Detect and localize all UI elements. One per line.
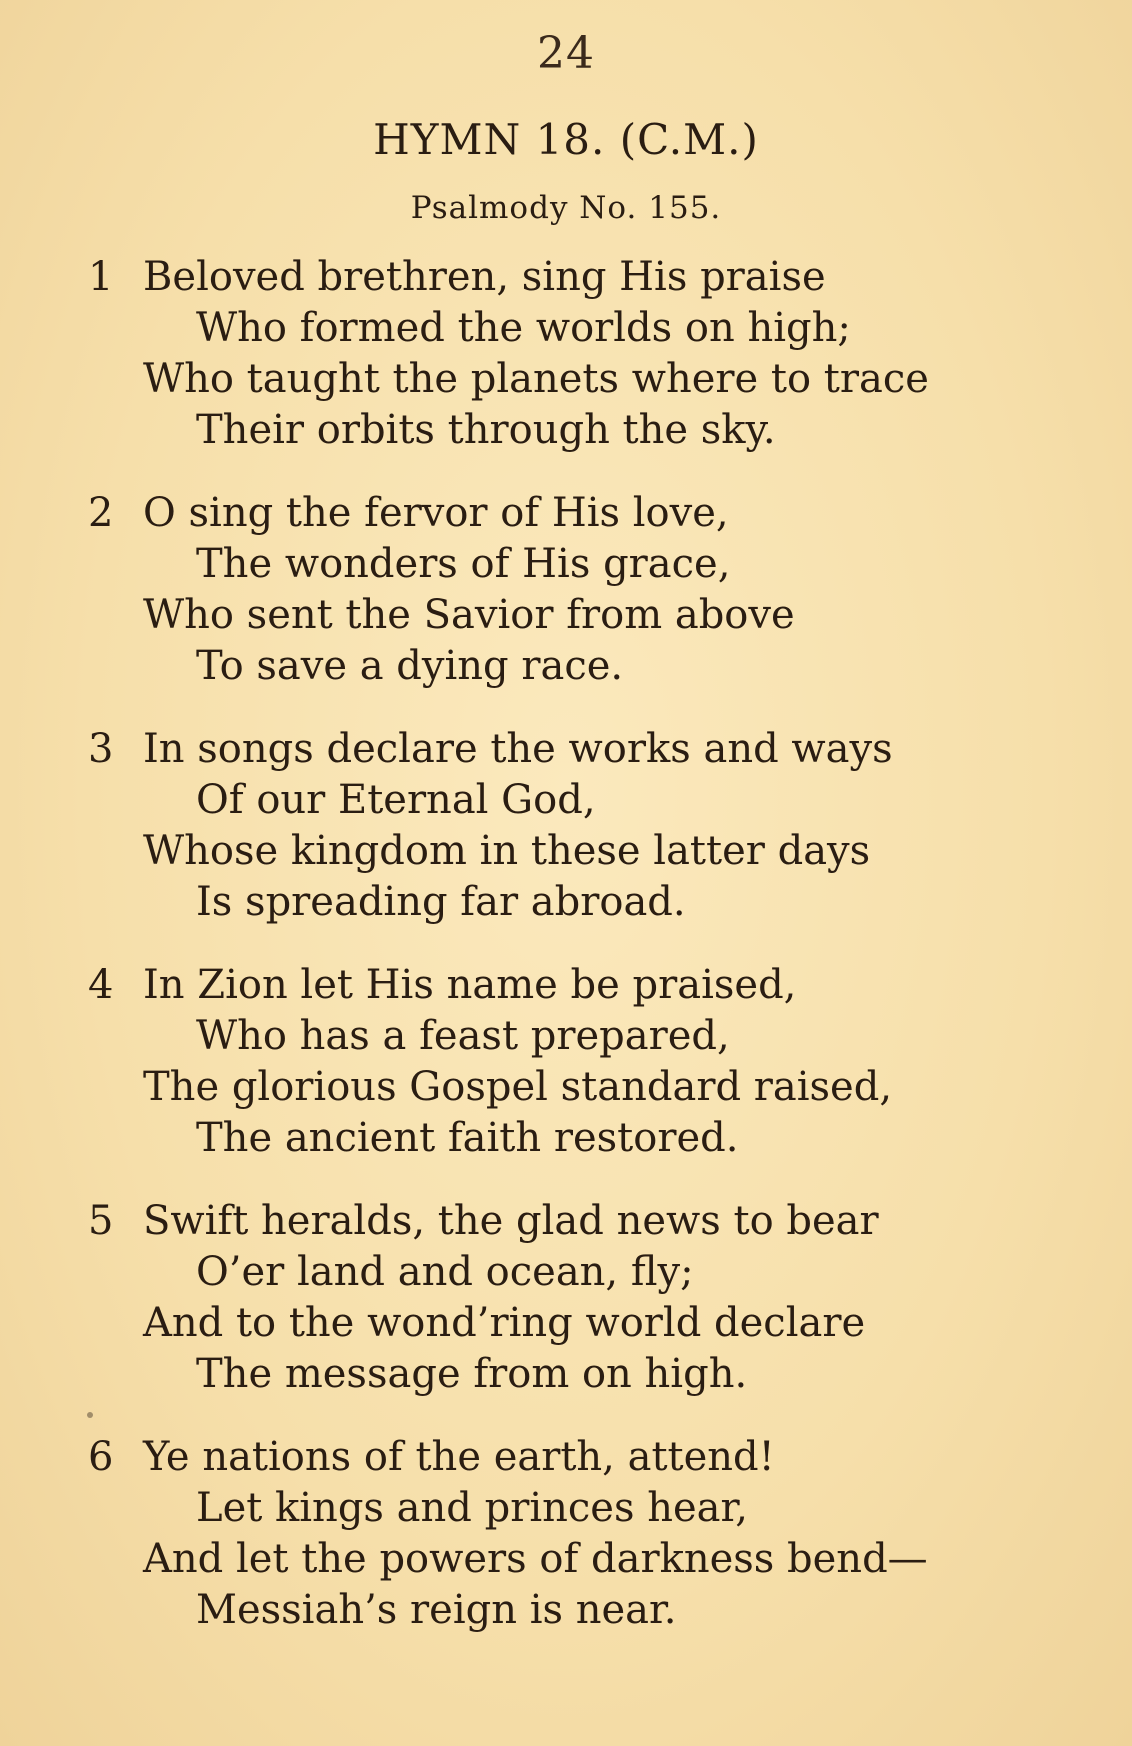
- verse-line: Who has a feast prepared,: [196, 1013, 730, 1059]
- verse-line: Who formed the worlds on high;: [196, 305, 851, 351]
- verse-line: Is spreading far abroad.: [196, 879, 686, 925]
- verse-number: 1: [88, 254, 114, 300]
- verse-number: 2: [88, 490, 114, 536]
- verse-line: Ye nations of the earth, attend!: [143, 1434, 775, 1480]
- verse-line: To save a dying race.: [196, 643, 624, 689]
- verse-5: [88, 1196, 1088, 1400]
- verse-3: [88, 724, 1088, 928]
- verse-line: Who taught the planets where to trace: [143, 356, 929, 402]
- verse-line: The message from on high.: [196, 1351, 748, 1397]
- verse-line: And to the wond’ring world declare: [143, 1300, 866, 1346]
- verse-number: 4: [88, 962, 114, 1008]
- psalmody-reference: Psalmody No. 155.: [410, 190, 722, 226]
- verse-1: [88, 252, 1088, 456]
- verse-6: [88, 1432, 1088, 1636]
- paper-speck: [87, 1412, 93, 1418]
- verse-line: O’er land and ocean, fly;: [196, 1249, 694, 1295]
- verse-line: The ancient faith restored.: [196, 1115, 739, 1161]
- verse-line: Whose kingdom in these latter days: [143, 828, 871, 874]
- verse-number: 5: [88, 1198, 114, 1244]
- verse-number: 6: [88, 1434, 114, 1480]
- verse-line: And let the powers of darkness bend—: [143, 1536, 928, 1582]
- verses: [88, 252, 1088, 1668]
- verse-line: The glorious Gospel standard raised,: [143, 1064, 893, 1110]
- verse-line: In Zion let His name be praised,: [143, 962, 797, 1008]
- verse-line: In songs declare the works and ways: [143, 726, 893, 772]
- verse-line: Beloved brethren, sing His praise: [143, 254, 826, 300]
- verse-4: [88, 960, 1088, 1164]
- hymn-title: HYMN 18. (C.M.): [373, 115, 759, 164]
- verse-line: Swift heralds, the glad news to bear: [143, 1198, 879, 1244]
- verse-number: 3: [88, 726, 114, 772]
- verse-line: Let kings and princes hear,: [196, 1485, 748, 1531]
- verse-line: Messiah’s reign is near.: [196, 1587, 677, 1633]
- verse-line: Who sent the Savior from above: [143, 592, 795, 638]
- verse-line: O sing the fervor of His love,: [143, 490, 729, 536]
- verse-2: [88, 488, 1088, 692]
- verse-line: Of our Eternal God,: [196, 777, 596, 823]
- page-number: 24: [537, 28, 595, 79]
- verse-line: Their orbits through the sky.: [196, 407, 776, 453]
- verse-line: The wonders of His grace,: [196, 541, 731, 587]
